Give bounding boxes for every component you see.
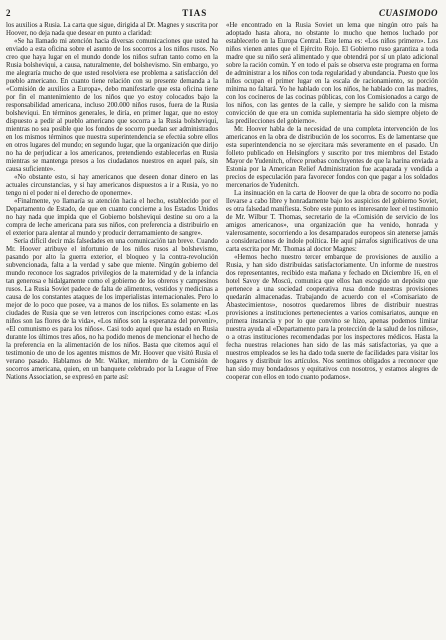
page-number: 2 [6,8,11,18]
text-columns [6,22,438,634]
page-header [6,6,438,20]
left-column [6,22,218,634]
paragraph: los auxilios a Rusia. La carta que sigue, dirigida al Dr. Magnes y suscrita por Hoover, no deja nada que desear en punto a claridad: [6,22,218,37]
journal-title: CUASIMODO [378,8,438,18]
paragraph: Mr. Hoover habla de la necesidad de una completa intervención de los americanos en la obra de distribución de los socorros. Es de lamentarse que esta superintendencia no se ejercitara más severamente en el pasado. Un folleto publicado en Helsingfors y suscrito por tres miembros del Estado Mayor de Yudenitch, ofrece pruebas concluyentes de que la harina enviada a Estonia por la American Relief Administration fue acaparada y vendida a precios de especulación para favorecer fondos con que pagar a los soldados mercenarios de Yudenitch. [226,126,438,189]
paragraph: La insinuación en la carta de Hoover de que la obra de socorro no podía llevarse a cabo libre y honradamente bajo los auspicios del gobierno Soviet, es otra falsedad manifiesta. Sobre este punto es interesante leer el testimonio de Mr. Wilbur T. Thomas, secretario de la «Comisión de servicio de los amigos americanos», una organización que ha venido, honrada y valerosamente, socorriendo a los desamparados europeos sin atenerse jamás a consideraciones de índole política. He aquí párrafos significativos de una carta escrita por Mr. Thomas al doctor Magnes: [226,190,438,253]
paragraph: «Se ha llamado mi atención hacia diversas comunicaciones que usted ha enviado a esta oficina sobre el asunto de los socorros a los niños rusos. No creo que haya lugar en el mundo donde los niños sufran tanto como en la Rusia bolsheviqui, a causa, naturalmente, del bolshevismo. Sin embargo, yo me alegraría mucho de que usted resolviera ese problema a satisfacción del pueblo americano. En cuanto tiene relación con su presente demanda a la «Comisión de auxilios a Europa», debo manifestarle que esta oficina tiene por fin el mantenimiento de los niños que yo estoy colocados bajo la responsabilidad americana, incluso 200.000 niños rusos, fuera de la Rusia bolsheviqui. En términos generales, le diría, en primer lugar, que no estoy dispuesto a pedir al pueblo americano que socorra a la Rusia bolsheviqui, mientras no sea posible que los fondos de socorro puedan ser administrados en los mismos términos que nuestra superintendencia se efectúa sobre ellos en otros lugares del mundo; en segundo lugar, que la organización que dirijo no ha de perjudicar a los americanos, pretendiendo establecerlas en Rusia mientras se mantenga presos a los ciudadanos nuestros en aquel país, sin causa suficiente». [6,38,218,173]
right-column [226,22,438,634]
paragraph: «No obstante esto, si hay americanos que deseen donar dinero en las actuales circunstancias, y si hay americanos dispuestos a ir a Rusia, yo no tengo ni el poder ni el derecho de oponerme». [6,174,218,197]
paragraph: «Finalmente, yo llamaría su atención hacia el hecho, establecido por el Departamento de Estado, de que en cuanto concierne a los Estados Unidos no hay nada que impida que el Gobierno bolsheviqui destine su oro a la compra de leche americana para sus niños, con preferencia a distribuirlo en el exterior para alentar al mundo y producir derramamiento de sangre». [6,198,218,237]
paragraph: Sería difícil decir más falsedades en una comunicación tan breve. Cuando Mr. Hoover atribuye el infortunio de los niños rusos al bolshevismo, pasando por alto la guerra exterior, el bloqueo y la contra-revolución subvencionada, falta a la verdad y sabe que miente. Ningún gobierno del mundo reconoce los sagrados privilegios de la maternidad y de la infancia tan generosa e hidalgamente como el gobierno de los obreros y campesinos rusos. La Rusia Soviet padece de falta de alimentos, vestidos y medicinas a causa de los constantes ataques de los imperialistas internacionales. Pero lo mejor de lo poco que posee, va a manos de los niños. Es solamente en las ciudades de Rusia que se ven letreros con inscripciones como estas: «Los niños son las flores de la vida», «Los niños son la esperanza del porvenir», «El comunismo es para los niños». Casi todo aquel que ha estado en Rusia durante los últimos tres años, no ha podido menos de mencionar el hecho de la preferencia en la alimentación de los niños. Basta que citemos aquí el testimonio de uno de los agentes mismos de Mr. Hoover que visitó Rusia el verano pasado. Hablamos de Mr. Walker, miembro de la Comisión de socorros americana, quien, en un banquete celebrado por la League of Free Nations Association, se expresó en parte así: [6,238,218,381]
header-mark: TIAS [182,8,208,18]
paragraph: «Hemos hecho nuestro tercer embarque de provisiones de auxilio a Rusia, y han sido distribuidas satisfactoriamente. Un informe de nuestros dos representantes, recibido esta mañana y fechado en Diciembre 16, en el hotel Savoy de Moscú, comunica que ellos han escogido un depósito que pertenece a una sociedad cooperativa rusa donde nuestras provisiones quedarán almacenadas. Trabajando de acuerdo con el «Comisariato de Abastecimientos», nosotros quedaremos libres de distribuir nuestras provisiones a instituciones pertenecientes a varios comisariatos, aunque en primera instancia y por lo que convino se hizo, apenas podemos limitar nuestra ayuda al «Departamento para la protección de la salud de los niños», o a otras instituciones recomendadas por los inspectores médicos. Hasta la fecha nuestras relaciones han sido de las más satisfactorias, ya que a nuestros empleados se les ha dado toda suerte de facilidades para visitar los hogares y distribuir los artículos. Nos sentimos obligados a reconocer que han sido muy bondadosos y equitativos con nosotros, y estamos alegres de cooperar con ellos en todo cuanto podamos». [226,254,438,381]
paragraph: «He encontrado en la Rusia Soviet un lema que ningún otro país ha adoptado hasta ahora, no obstante lo mucho que hemos luchado por establecerlo en la Europa Central. Este lema es: «Los niños primero». Los niños vienen antes que el Ejército Rojo. El Gobierno ruso garantiza a toda madre que su niño será alimentado y que obtendrá por sí un plato adicional sobre la ración común. Y en todo el país se observa este programa en forma de administrar a los niños con toda regularidad y abundancia. Puesto que los niños ocupan el primer lugar en la escala de racionamiento, su porción mínima no faltará. Yo he hablado con los niños, he hablado con las madres, con los cocineros de las cocinas públicas, con los Comisionados a cargo de los niños, con las gentes de la calle, y siempre he salido con la misma convicción de que era un comida suplementaria ha sido siempre objeto de las predilecciones del gobierno». [226,22,438,125]
